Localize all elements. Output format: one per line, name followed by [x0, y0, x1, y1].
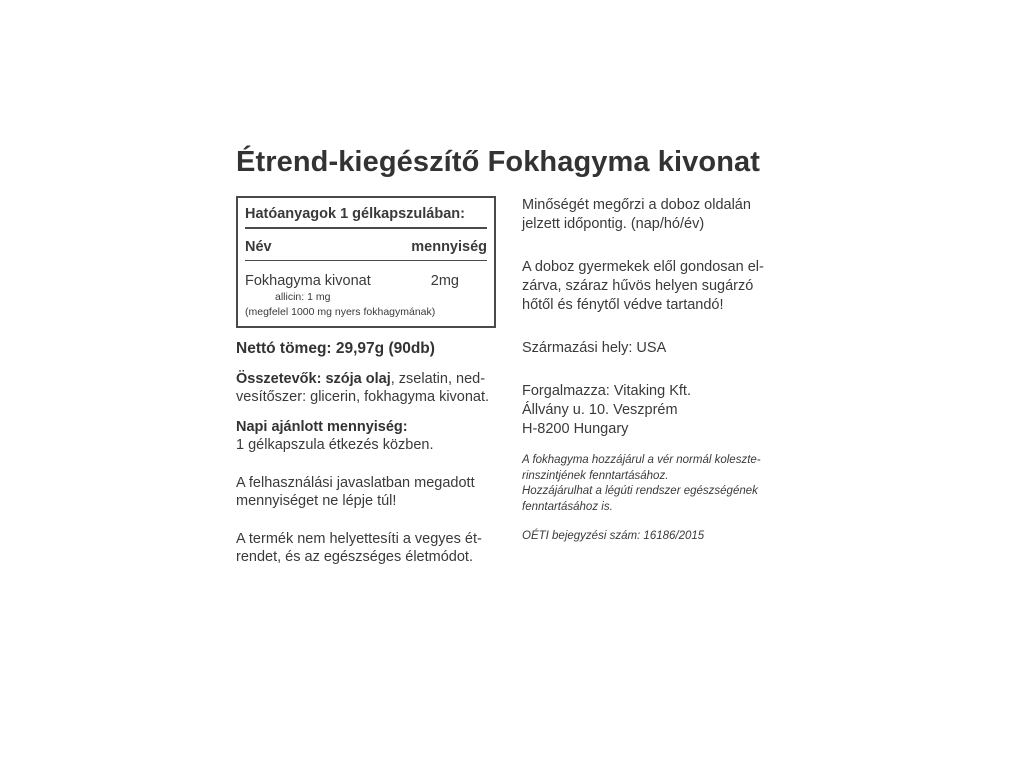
- equivalence-note: (megfelel 1000 mg nyers fokhagymának): [245, 306, 436, 318]
- ingredients-table-header: [245, 229, 487, 261]
- active-ingredients-box: [236, 196, 496, 328]
- storage-line2: zárva, száraz hűvös helyen sugárzó: [522, 278, 754, 294]
- diet-warning-line1: A termék nem helyettesíti a vegyes ét-: [236, 531, 482, 547]
- composition-rest-line1: , zselatin, ned-: [390, 371, 486, 387]
- dose-warning: [236, 474, 498, 510]
- ingredient-name: Fokhagyma kivonat: [245, 273, 371, 289]
- origin-text: Származási hely: USA: [522, 340, 667, 356]
- ingredient-row: [245, 261, 487, 289]
- composition-allergen: szója olaj: [325, 371, 391, 387]
- composition-line2: vesítőszer: glicerin, fokhagyma kivonat.: [236, 389, 490, 405]
- left-column: [236, 196, 498, 566]
- claim-line3: Hozzájárulhat a légúti rendszer egészségének: [522, 485, 758, 497]
- column-quantity-header: mennyiség: [411, 239, 487, 255]
- composition-label: Összetevők:: [236, 371, 322, 387]
- distributor-line3: H-8200 Hungary: [522, 421, 629, 437]
- dosage-value: 1 gélkapszula étkezés közben.: [236, 437, 434, 453]
- claim-line2: rinszintjének fenntartásához.: [522, 469, 669, 482]
- product-title: Étrend-kiegészítő Fokhagyma kivonat: [236, 146, 761, 178]
- distributor-line1: Forgalmazza: Vitaking Kft.: [522, 383, 691, 399]
- net-weight: Nettó tömeg: 29,97g (90db): [236, 340, 435, 357]
- storage-text: [522, 258, 784, 315]
- diet-warning: [236, 530, 498, 566]
- registration-number: OÉTI bejegyzési szám: 16186/2015: [522, 530, 705, 542]
- claim-line4: fenntartásához is.: [522, 500, 613, 513]
- storage-line3: hőtől és fénytől védve tartandó!: [522, 297, 724, 313]
- best-before-line1: Minőségét megőrzi a doboz oldalán: [522, 197, 751, 213]
- distributor-text: [522, 382, 784, 439]
- dose-warning-line2: mennyiséget ne lépje túl!: [236, 493, 397, 509]
- dose-warning-line1: A felhasználási javaslatban megadott: [236, 475, 475, 491]
- best-before-line2: jelzett időpontig. (nap/hó/év): [522, 216, 705, 232]
- best-before-text: [522, 196, 784, 234]
- dosage-label: Napi ajánlott mennyiség:: [236, 419, 408, 435]
- dosage-text: [236, 418, 498, 454]
- distributor-line2: Állvány u. 10. Veszprém: [522, 402, 678, 418]
- right-column: [522, 196, 784, 545]
- allicin-line: allicin: 1 mg: [275, 291, 331, 303]
- health-claims: [522, 453, 784, 515]
- diet-warning-line2: rendet, és az egészséges életmódot.: [236, 549, 473, 565]
- ingredient-quantity: 2mg: [430, 273, 459, 289]
- claim-line1: A fokhagyma hozzájárul a vér normál koleszte-: [522, 454, 761, 466]
- ingredients-heading: Hatóanyagok 1 gélkapszulában:: [245, 206, 487, 229]
- column-name-header: Név: [245, 239, 272, 255]
- storage-line1: A doboz gyermekek elől gondosan el-: [522, 259, 764, 275]
- composition-text: [236, 370, 498, 406]
